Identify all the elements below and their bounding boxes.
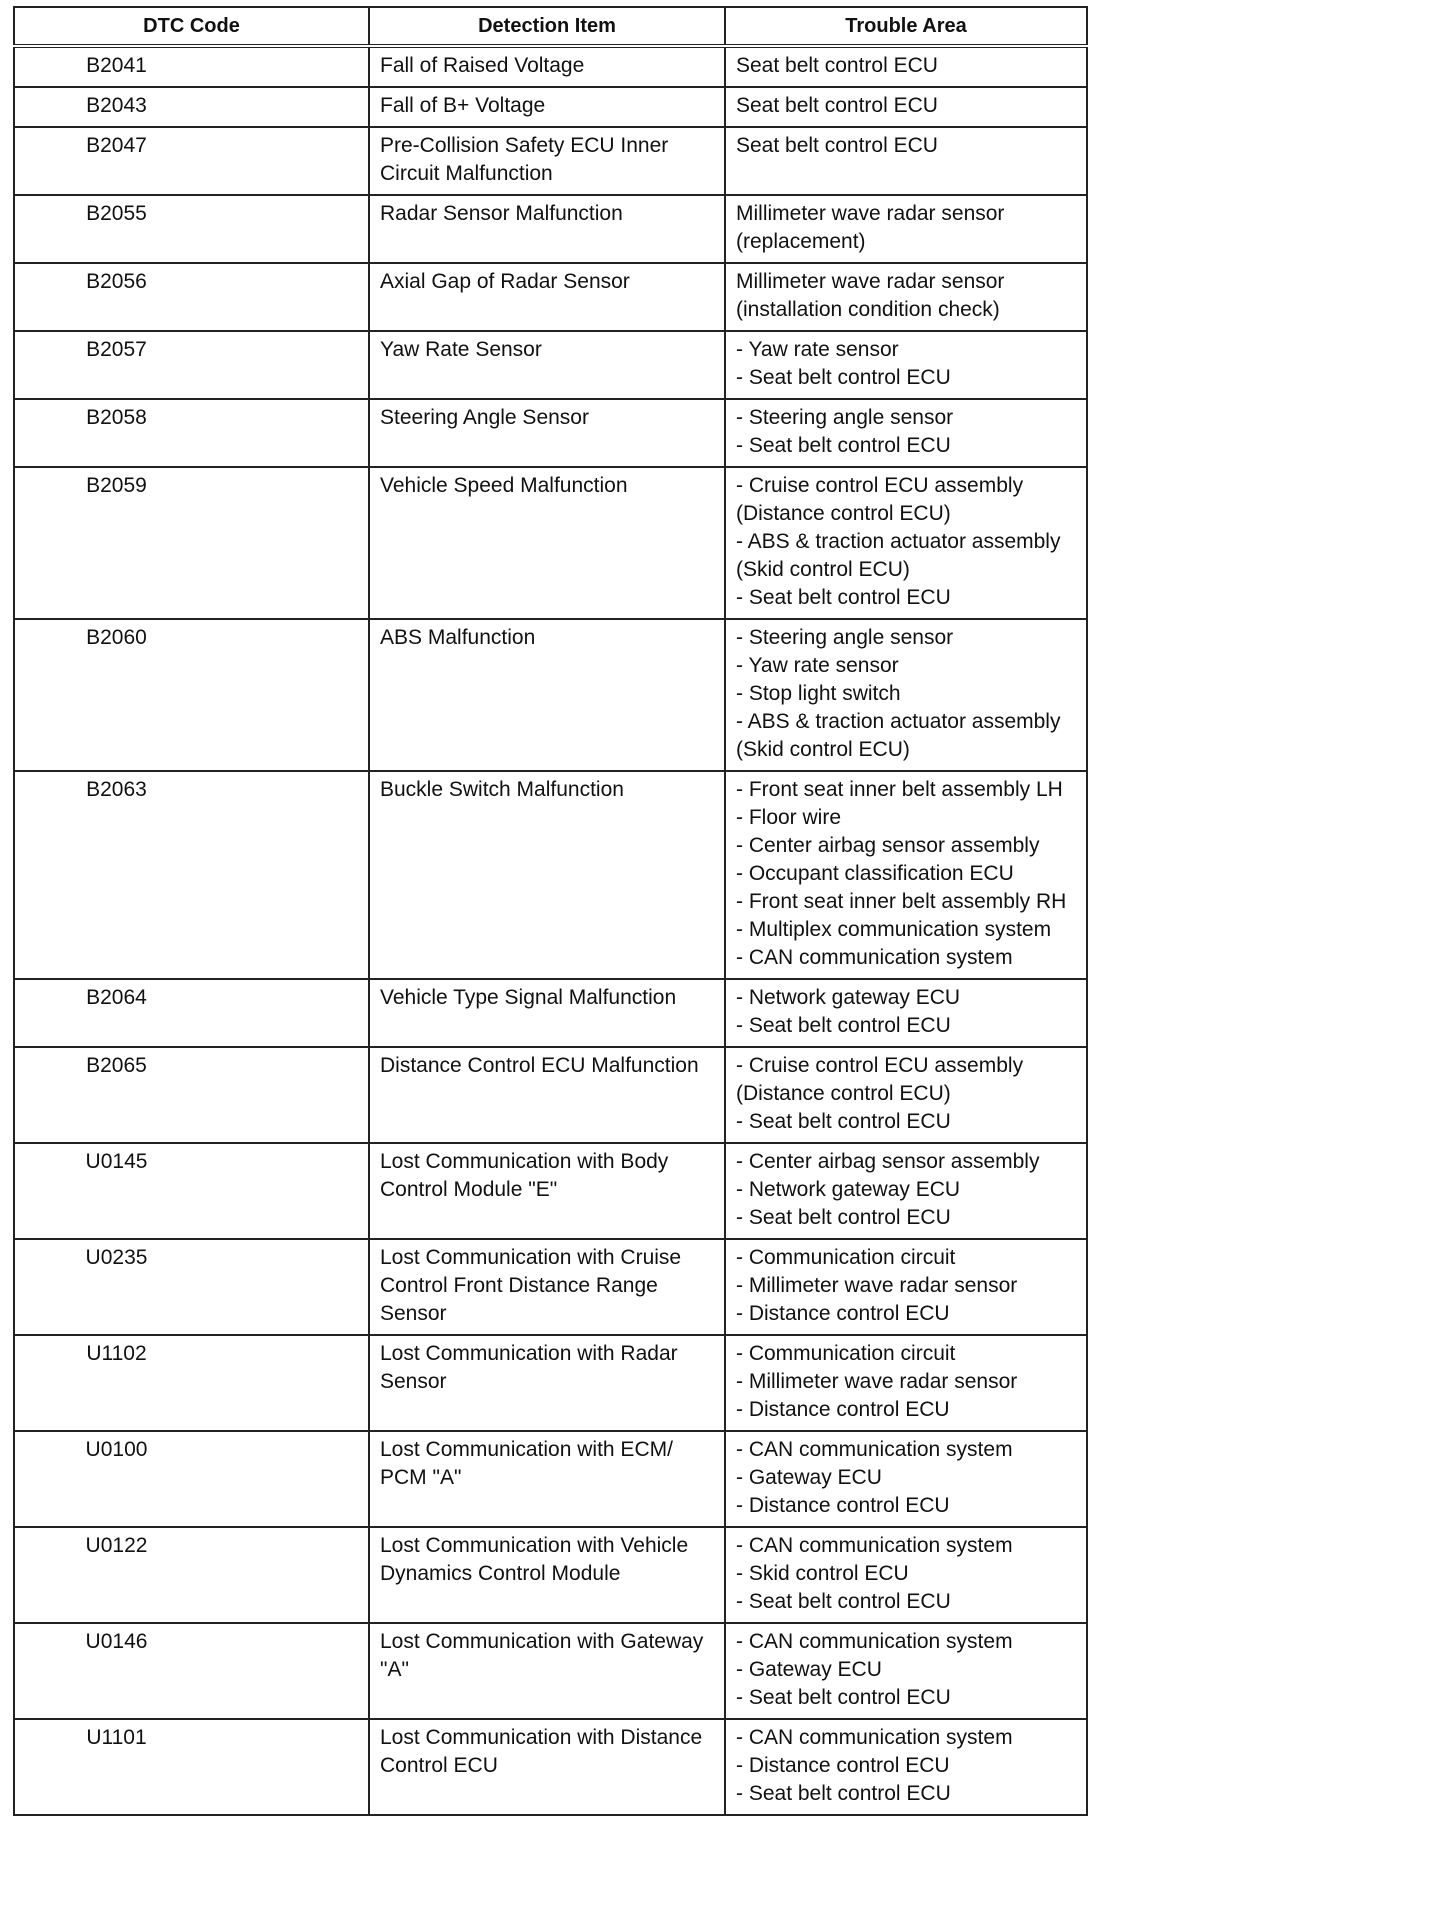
trouble-area-cell xyxy=(725,1143,1087,1239)
trouble-area-cell xyxy=(725,979,1087,1047)
trouble-area-line: - Cruise control ECU assembly xyxy=(736,474,1024,497)
table-row xyxy=(14,263,1087,331)
trouble-area-line: - Steering angle sensor xyxy=(736,406,954,429)
detection-item-cell: Lost Communication with ECM/ PCM "A" xyxy=(369,1431,725,1527)
dtc-code-cell: U0100 xyxy=(14,1431,369,1527)
trouble-area-line: - Communication circuit xyxy=(736,1342,956,1365)
trouble-area-cell xyxy=(725,399,1087,467)
table-row xyxy=(14,619,1087,771)
trouble-area-line: - ABS & traction actuator assembly xyxy=(736,710,1061,733)
detection-item-cell: Lost Communication with Distance Control ECU xyxy=(369,1719,725,1815)
trouble-area-line: - Seat belt control ECU xyxy=(736,366,951,389)
detection-item-cell: Vehicle Type Signal Malfunction xyxy=(369,979,725,1047)
table-row xyxy=(14,399,1087,467)
trouble-area-line: - Front seat inner belt assembly RH xyxy=(736,890,1067,913)
dtc-code-cell: B2063 xyxy=(14,771,369,979)
trouble-area-cell xyxy=(725,1431,1087,1527)
trouble-area-cell xyxy=(725,467,1087,619)
table-row xyxy=(14,1239,1087,1335)
trouble-area-line: - Seat belt control ECU xyxy=(736,1014,951,1037)
trouble-area-cell xyxy=(725,46,1087,87)
trouble-area-line: - Network gateway ECU xyxy=(736,986,961,1009)
table-row xyxy=(14,87,1087,127)
detection-item-cell: Fall of B+ Voltage xyxy=(369,87,725,127)
table-row xyxy=(14,1527,1087,1623)
detection-item-cell: Axial Gap of Radar Sensor xyxy=(369,263,725,331)
trouble-area-cell xyxy=(725,1047,1087,1143)
trouble-area-cell xyxy=(725,263,1087,331)
trouble-area-cell xyxy=(725,127,1087,195)
trouble-area-line: - Distance control ECU xyxy=(736,1398,950,1421)
trouble-area-line: - Yaw rate sensor xyxy=(736,338,899,361)
dtc-code-cell: B2055 xyxy=(14,195,369,263)
trouble-area-line: Millimeter wave radar sensor (replacement) xyxy=(736,202,1005,253)
trouble-area-line: - Gateway ECU xyxy=(736,1466,882,1489)
table-row xyxy=(14,771,1087,979)
detection-item-cell: Vehicle Speed Malfunction xyxy=(369,467,725,619)
dtc-table xyxy=(13,6,1088,1816)
table-row xyxy=(14,979,1087,1047)
dtc-code-cell: U0145 xyxy=(14,1143,369,1239)
trouble-area-cell xyxy=(725,619,1087,771)
trouble-area-cell xyxy=(725,331,1087,399)
dtc-code-cell: U1102 xyxy=(14,1335,369,1431)
dtc-code-cell: B2059 xyxy=(14,467,369,619)
trouble-area-line: (Skid control ECU) xyxy=(736,738,910,761)
table-row xyxy=(14,1719,1087,1815)
detection-item-cell: ABS Malfunction xyxy=(369,619,725,771)
dtc-code-cell: B2060 xyxy=(14,619,369,771)
detection-item-cell: Radar Sensor Malfunction xyxy=(369,195,725,263)
trouble-area-cell xyxy=(725,1527,1087,1623)
detection-item-cell: Lost Communication with Body Control Module "E" xyxy=(369,1143,725,1239)
trouble-area-cell xyxy=(725,771,1087,979)
trouble-area-line: - Seat belt control ECU xyxy=(736,1782,951,1805)
trouble-area-line: (Distance control ECU) xyxy=(736,502,951,525)
header-detection-item: Detection Item xyxy=(369,7,725,46)
detection-item-cell: Buckle Switch Malfunction xyxy=(369,771,725,979)
dtc-code-cell: B2056 xyxy=(14,263,369,331)
detection-item-cell: Yaw Rate Sensor xyxy=(369,331,725,399)
trouble-area-line: - ABS & traction actuator assembly xyxy=(736,530,1061,553)
dtc-code-cell: U0146 xyxy=(14,1623,369,1719)
trouble-area-line: - Yaw rate sensor xyxy=(736,654,899,677)
detection-item-cell: Lost Communication with Cruise Control Front Distance Range Sensor xyxy=(369,1239,725,1335)
trouble-area-line: - Communication circuit xyxy=(736,1246,956,1269)
table-row xyxy=(14,467,1087,619)
table-row xyxy=(14,1143,1087,1239)
dtc-code-cell: B2065 xyxy=(14,1047,369,1143)
trouble-area-line: - Distance control ECU xyxy=(736,1494,950,1517)
table-row xyxy=(14,195,1087,263)
trouble-area-line: - Multiplex communication system xyxy=(736,918,1052,941)
trouble-area-line: - Front seat inner belt assembly LH xyxy=(736,778,1063,801)
trouble-area-line: - Millimeter wave radar sensor xyxy=(736,1274,1018,1297)
trouble-area-line: - Skid control ECU xyxy=(736,1562,909,1585)
table-row xyxy=(14,1335,1087,1431)
table-row xyxy=(14,1623,1087,1719)
trouble-area-line: - CAN communication system xyxy=(736,1726,1013,1749)
trouble-area-line: (Distance control ECU) xyxy=(736,1082,951,1105)
dtc-code-cell: B2047 xyxy=(14,127,369,195)
trouble-area-line: - Seat belt control ECU xyxy=(736,1686,951,1709)
dtc-code-cell: U0122 xyxy=(14,1527,369,1623)
detection-item-cell: Pre-Collision Safety ECU Inner Circuit Malfunction xyxy=(369,127,725,195)
trouble-area-line: - Center airbag sensor assembly xyxy=(736,834,1040,857)
header-dtc-code: DTC Code xyxy=(14,7,369,46)
trouble-area-line: - CAN communication system xyxy=(736,946,1013,969)
trouble-area-line: - Steering angle sensor xyxy=(736,626,954,649)
dtc-code-cell: B2043 xyxy=(14,87,369,127)
dtc-code-cell: U0235 xyxy=(14,1239,369,1335)
trouble-area-line: - Cruise control ECU assembly xyxy=(736,1054,1024,1077)
table-header xyxy=(14,7,1087,46)
table-row xyxy=(14,46,1087,87)
trouble-area-line: - Seat belt control ECU xyxy=(736,434,951,457)
detection-item-cell: Distance Control ECU Malfunction xyxy=(369,1047,725,1143)
trouble-area-line: - Seat belt control ECU xyxy=(736,1206,951,1229)
trouble-area-line: - Network gateway ECU xyxy=(736,1178,961,1201)
trouble-area-line: Seat belt control ECU xyxy=(736,134,938,157)
detection-item-cell: Lost Communication with Radar Sensor xyxy=(369,1335,725,1431)
trouble-area-cell xyxy=(725,195,1087,263)
trouble-area-line: - Floor wire xyxy=(736,806,842,829)
trouble-area-line: - Center airbag sensor assembly xyxy=(736,1150,1040,1173)
trouble-area-cell xyxy=(725,1719,1087,1815)
dtc-code-cell: B2064 xyxy=(14,979,369,1047)
detection-item-cell: Steering Angle Sensor xyxy=(369,399,725,467)
trouble-area-line: Millimeter wave radar sensor (installation condition check) xyxy=(736,270,1005,321)
trouble-area-line: - Occupant classification ECU xyxy=(736,862,1014,885)
trouble-area-line: - Distance control ECU xyxy=(736,1754,950,1777)
detection-item-cell: Lost Communication with Vehicle Dynamics Control Module xyxy=(369,1527,725,1623)
trouble-area-line: - Distance control ECU xyxy=(736,1302,950,1325)
trouble-area-line: Seat belt control ECU xyxy=(736,54,938,77)
trouble-area-line: - CAN communication system xyxy=(736,1630,1013,1653)
trouble-area-line: - Stop light switch xyxy=(736,682,901,705)
table-row xyxy=(14,1431,1087,1527)
trouble-area-cell xyxy=(725,1335,1087,1431)
trouble-area-line: (Skid control ECU) xyxy=(736,558,910,581)
trouble-area-line: - CAN communication system xyxy=(736,1534,1013,1557)
trouble-area-cell xyxy=(725,1623,1087,1719)
trouble-area-line: - Millimeter wave radar sensor xyxy=(736,1370,1018,1393)
trouble-area-line: Seat belt control ECU xyxy=(736,94,938,117)
detection-item-cell: Lost Communication with Gateway "A" xyxy=(369,1623,725,1719)
trouble-area-line: - CAN communication system xyxy=(736,1438,1013,1461)
dtc-code-cell: B2057 xyxy=(14,331,369,399)
header-trouble-area: Trouble Area xyxy=(725,7,1087,46)
header-row xyxy=(14,7,1087,46)
trouble-area-cell xyxy=(725,87,1087,127)
trouble-area-line: - Seat belt control ECU xyxy=(736,1590,951,1613)
table-body xyxy=(14,46,1087,1815)
trouble-area-line: - Seat belt control ECU xyxy=(736,1110,951,1133)
dtc-code-cell: B2041 xyxy=(14,46,369,87)
trouble-area-cell xyxy=(725,1239,1087,1335)
trouble-area-line: - Gateway ECU xyxy=(736,1658,882,1681)
dtc-code-cell: U1101 xyxy=(14,1719,369,1815)
table-row xyxy=(14,1047,1087,1143)
dtc-code-cell: B2058 xyxy=(14,399,369,467)
detection-item-cell: Fall of Raised Voltage xyxy=(369,46,725,87)
table-row xyxy=(14,331,1087,399)
trouble-area-line: - Seat belt control ECU xyxy=(736,586,951,609)
table-row xyxy=(14,127,1087,195)
